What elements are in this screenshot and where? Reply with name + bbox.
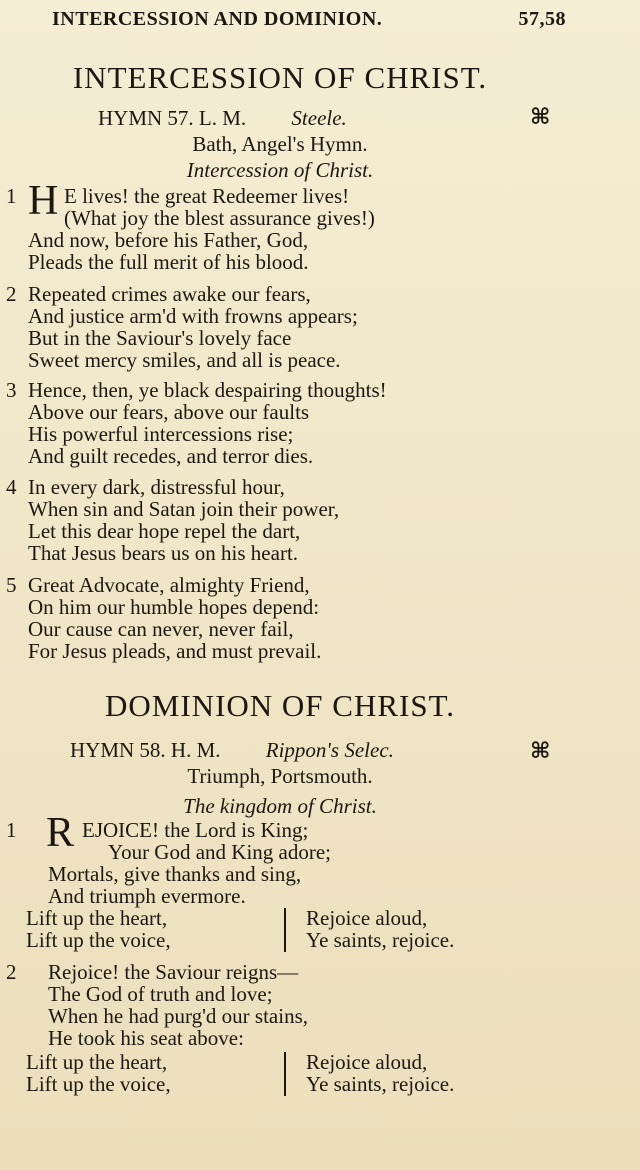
verse-line: And guilt recedes, and terror dies. xyxy=(28,444,314,468)
hymn-57-tune: Bath, Angel's Hymn. xyxy=(192,132,368,156)
chorus-line-left: Lift up the heart, xyxy=(26,1050,168,1074)
verse-line: E lives! the great Redeemer lives! xyxy=(64,184,350,208)
chorus-line-right: Rejoice aloud, xyxy=(306,1050,428,1074)
chorus-line-right: Ye saints, rejoice. xyxy=(306,928,455,952)
hymn-58-heading xyxy=(70,738,394,763)
verse-line: But in the Saviour's lovely face xyxy=(28,326,292,350)
verse-line: The God of truth and love; xyxy=(48,982,273,1006)
verse-line: When sin and Satan join their power, xyxy=(28,497,340,521)
hymn-57-number: HYMN 57. L. M. xyxy=(98,106,247,130)
chorus-line-right: Rejoice aloud, xyxy=(306,906,428,930)
hymn-57-heading xyxy=(98,106,347,131)
chorus-line-left: Lift up the voice, xyxy=(26,1072,171,1096)
verse-line: And triumph evermore. xyxy=(48,884,246,908)
verse-line: In every dark, distressful hour, xyxy=(28,475,285,499)
verse-line: That Jesus bears us on his heart. xyxy=(28,541,299,565)
stanza-number: 2 xyxy=(6,282,17,306)
section-title-dominion: DOMINION OF CHRIST. xyxy=(105,688,455,723)
verse-line: His powerful intercessions rise; xyxy=(28,422,294,446)
verse-line: EJOICE! the Lord is King; xyxy=(82,818,309,842)
verse-line: Repeated crimes awake our fears, xyxy=(28,282,311,306)
verse-line: Pleads the full merit of his blood. xyxy=(28,250,309,274)
page-numbers: 57,58 xyxy=(518,8,566,30)
verse-line: Sweet mercy smiles, and all is peace. xyxy=(28,348,341,372)
drop-cap: R xyxy=(46,810,75,856)
chorus-divider xyxy=(284,1052,286,1096)
verse-line: Great Advocate, almighty Friend, xyxy=(28,573,310,597)
section-title-intercession: INTERCESSION OF CHRIST. xyxy=(72,60,488,95)
running-head xyxy=(52,8,566,31)
drop-cap: H xyxy=(28,178,59,224)
stanza-number: 3 xyxy=(6,378,17,402)
verse-line: Mortals, give thanks and sing, xyxy=(48,862,302,886)
verse-line: He took his seat above: xyxy=(48,1026,244,1050)
hymn-58-tune: Triumph, Portsmouth. xyxy=(187,764,373,788)
verse-line: And now, before his Father, God, xyxy=(28,228,309,252)
running-head-title: INTERCESSION AND DOMINION. xyxy=(52,8,383,30)
stanza-number: 1 xyxy=(6,818,17,842)
verse-line: When he had purg'd our stains, xyxy=(48,1004,309,1028)
chorus-divider xyxy=(284,908,286,952)
hymn-58-subject: The kingdom of Christ. xyxy=(183,794,377,818)
verse-line: And justice arm'd with frowns appears; xyxy=(28,304,358,328)
verse-line: For Jesus pleads, and must prevail. xyxy=(28,639,322,663)
verse-line: Hence, then, ye black despairing thoughts! xyxy=(28,378,387,402)
stanza-number: 5 xyxy=(6,573,17,597)
hymn-58-number: HYMN 58. H. M. xyxy=(70,738,221,762)
verse-line: (What joy the blest assurance gives!) xyxy=(64,206,375,230)
hymn-58-author: Rippon's Selec. xyxy=(265,738,394,762)
verse-line: On him our humble hopes depend: xyxy=(28,595,320,619)
stanza-number: 4 xyxy=(6,475,17,499)
printer-mark-icon: ⌘ xyxy=(530,104,551,129)
stanza-number: 2 xyxy=(6,960,17,984)
stanza-number: 1 xyxy=(6,184,17,208)
verse-line: Your God and King adore; xyxy=(108,840,332,864)
verse-line: Let this dear hope repel the dart, xyxy=(28,519,301,543)
printer-mark-icon: ⌘ xyxy=(530,738,551,763)
chorus-line-left: Lift up the voice, xyxy=(26,928,171,952)
verse-line: Above our fears, above our faults xyxy=(28,400,310,424)
chorus-line-right: Ye saints, rejoice. xyxy=(306,1072,455,1096)
verse-line: Our cause can never, never fail, xyxy=(28,617,294,641)
chorus-line-left: Lift up the heart, xyxy=(26,906,168,930)
hymn-57-author: Steele. xyxy=(291,106,347,130)
verse-line: Rejoice! the Saviour reigns— xyxy=(48,960,299,984)
hymn-57-subject: Intercession of Christ. xyxy=(186,158,374,182)
